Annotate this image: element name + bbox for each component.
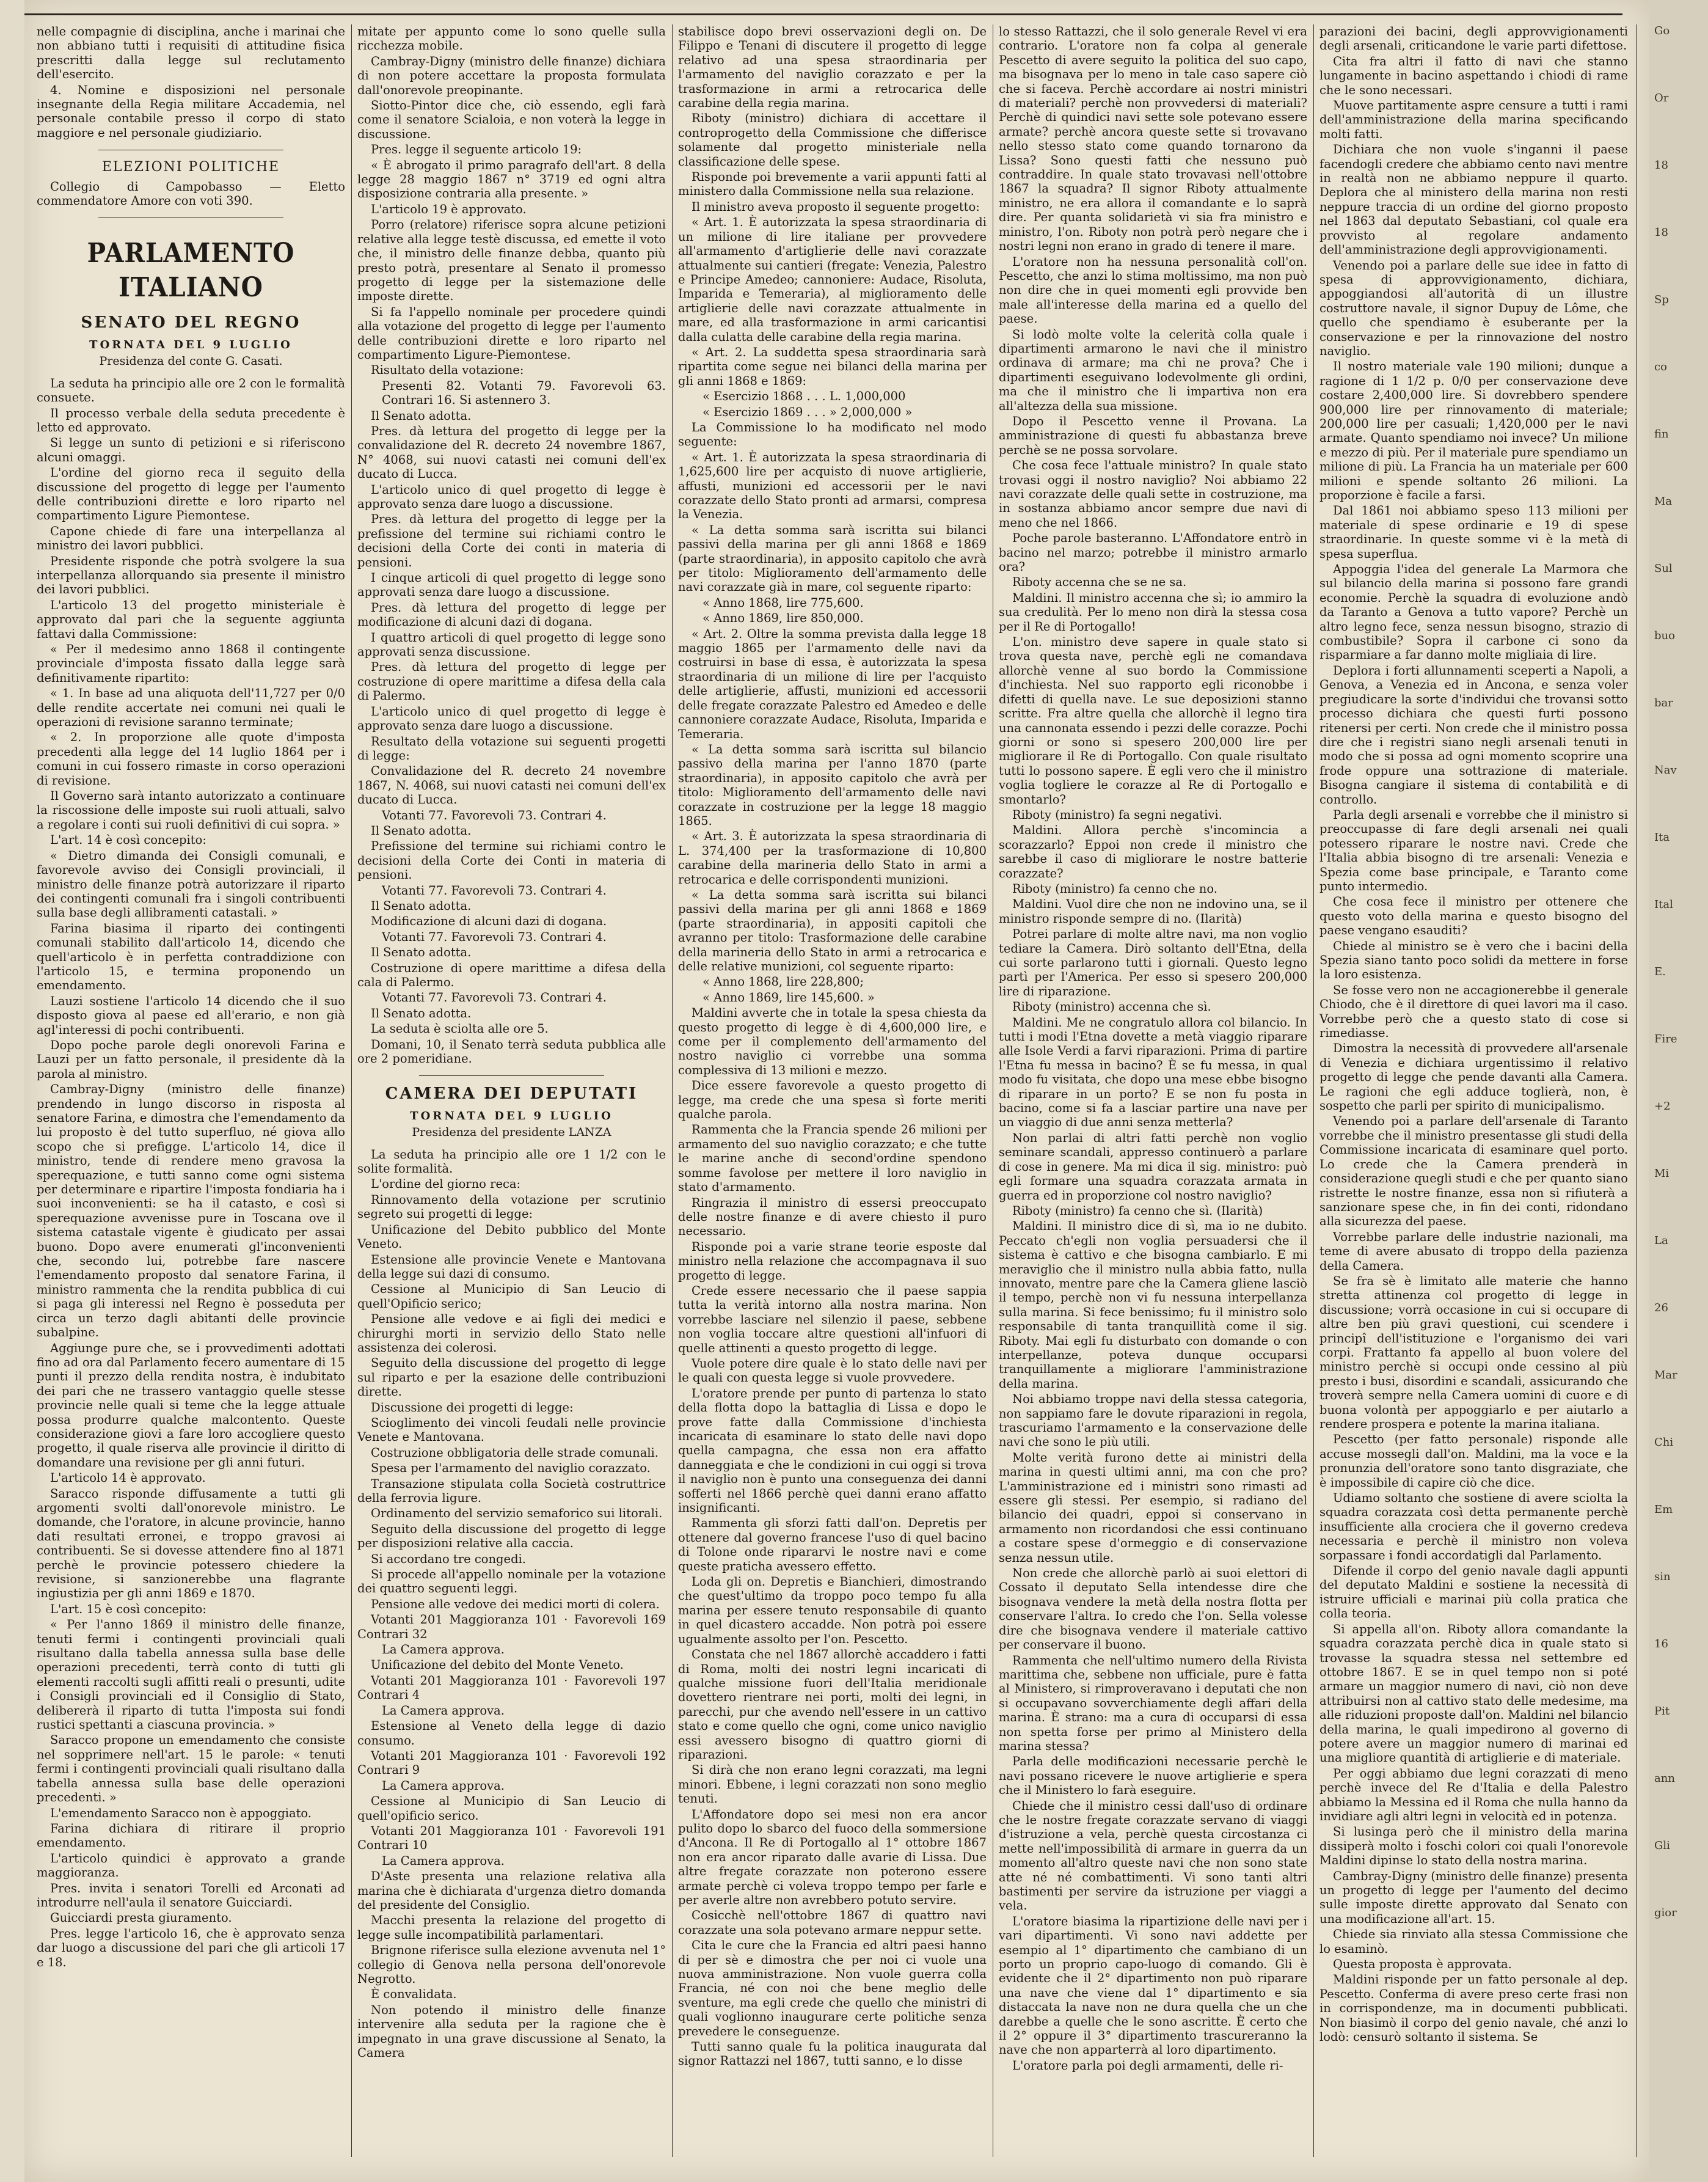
edge-fragment: Sul	[1654, 562, 1673, 575]
paragraph: Non parlai di altri fatti perchè non voglio seminare scandali, appresso continuerò a parlare di cose in genere. Ma mi dica il sig. ministro: può egli formare una squadra corazzata armata in guerra ed in proporzione col nostro naviglio?	[999, 1130, 1307, 1203]
paragraph: « La detta somma sarà iscritta sui bilanci passivi della marina per gli anni 1868 e 1869 (parte straordinaria), in appositi capitoli che avranno per titolo: Trasformazione delle carabine della marineria dello Stato in armi a retrocarica e delle relative munizioni, col seguente riparto:	[678, 887, 987, 973]
paragraph: Questa proposta è approvata.	[1333, 1957, 1512, 1972]
paragraph: Il Senato adotta.	[371, 1006, 472, 1020]
edge-fragment: Em	[1654, 1503, 1673, 1516]
paragraph: Che cosa fece l'attuale ministro? In quale stato trovasi oggi il nostro naviglio? Noi abbiamo 22 navi corazzate delle quali sette in costruzione, ma in sostanza abbiamo ancor sempre due navi di meno che nel 1866.	[999, 458, 1307, 530]
paragraph: « Art. 2. Oltre la somma prevista dalla legge 18 maggio 1865 per l'armamento delle navi da costruirsi in base di essa, è autorizzata la spesa straordinaria di un milione di lire per l'acquisto delle artiglierie, affusti, munizioni ed accessorii delle fregate corazzate Palestro ed Amedeo e delle cannoniere corazzate Audace, Risoluta, Imparida e Temeraria.	[678, 626, 987, 741]
paragraph: La seduta ha principio alle ore 2 con le formalità consuete.	[37, 376, 345, 405]
paragraph: Pres. invita i senatori Torelli ed Arconati ad introdurre nell'aula il senatore Guicciardi.	[37, 1881, 345, 1909]
edge-fragment: Ma	[1654, 495, 1673, 508]
paragraph: Pres. dà lettura del progetto di legge per costruzione di opere marittime a difesa della cala di Palermo.	[357, 660, 666, 703]
edge-fragment: fin	[1654, 428, 1669, 441]
paragraph: Resultato della votazione sui seguenti progetti di legge:	[357, 734, 666, 763]
paragraph: Il ministro aveva proposto il seguente progetto:	[692, 199, 980, 214]
paragraph: Parla degli arsenali e vorrebbe che il ministro si preoccupasse di fare degli arsenali nei quali potessero riparare le nostre navi. Crede che l'Italia abbia bisogno di tre arsenali: Venezia e Spezia come base principale, e Taranto come punto intermedio.	[1319, 807, 1628, 893]
paragraph: Si dirà che non erano legni corazzati, ma legni minori. Ebbene, i legni corazzati non sono meglio tenuti.	[678, 1763, 987, 1806]
paragraph: Udiamo soltanto che sostiene di avere sciolta la squadra corazzata così detta permanente perchè insufficiente alla crociera che il governo credeva necessaria e perchè il ministro non voleva sorpassare i fondi accordatigli dal Parlamento.	[1319, 1491, 1628, 1562]
paragraph: Discussione dei progetti di legge:	[371, 1400, 574, 1415]
paragraph: Cambray-Digny (ministro delle finanze) presenta un progetto di legge per l'aumento del decimo sulle imposte dirette approvato dal Senato con una modificazione all'art. 15.	[1319, 1869, 1628, 1926]
edge-fragment: 26	[1654, 1302, 1668, 1314]
paragraph: Estensione alle provincie Venete e Mantovana della legge sui dazi di consumo.	[357, 1252, 666, 1281]
paragraph: Che cosa fece il ministro per ottenere che questo voto della marina e questo bisogno del paese vengano esauditi?	[1319, 895, 1628, 938]
vote-line: La Camera approva.	[382, 1853, 505, 1868]
budget-line: « Anno 1868, lire 228,800;	[703, 975, 864, 989]
paragraph: Non potendo il ministro delle finanze intervenire alla seduta per la ragione che è impegnato in una grave discussione al Senato, la Camera	[357, 2002, 666, 2060]
vote-line: Presenti 82. Votanti 79. Favorevoli 63. Contrari 16. Si astennero 3.	[382, 378, 666, 408]
paragraph: Dice essere favorevole a questo progetto di legge, ma crede che una spesa sì forte meriti qualche parola.	[678, 1078, 987, 1122]
paragraph: La seduta ha principio alle ore 1 1/2 con le solite formalità.	[357, 1147, 666, 1176]
paragraph: Modificazione di alcuni dazi di dogana.	[371, 914, 607, 929]
paragraph: Maldini risponde per un fatto personale al dep. Pescetto. Conferma di avere preso certe frasi non in corrispondenze, ma in documenti pubblicati. Non biasimò il corpo del genio navale, ché anzi lo lodò: censurò soltanto il sistema. Se	[1319, 1972, 1628, 2045]
edge-fragment: buo	[1654, 629, 1675, 642]
separator	[419, 1075, 604, 1076]
paragraph: « Art. 1. È autorizzata la spesa straordinaria di un milione di lire italiane per provvedere all'armamento d'artiglierie delle navi corazzate attualmente sui cantieri (fregate: Venezia, Palestro e Principe Amedeo; cannoniere: Audace, Risoluta, Imparida e Temeraria), al miglioramento delle artiglierie delle navi corazzate attualmente in mare, ed alla trasformazione in armi caricantisi dalla culatta delle carabine della regia marina.	[678, 215, 987, 344]
paragraph: Saracco risponde diffusamente a tutti gli argomenti svolti dall'onorevole ministro. Le domande, che l'oratore, in alcune provincie, hanno dati resultati erronei, e troppo gravosi ai contribuenti. Se si dovesse attendere fino al 1871 perchè le provincie potessero chiedere la revisione, si sanzionerebbe una flagrante ingiustizia per gli anni 1869 e 1870.	[37, 1486, 345, 1601]
paragraph: Si lodò molte volte la celerità colla quale i dipartimenti armarono le navi che il ministro ordinava di armare; ma chi ne prova? Che i dipartimenti eseguivano lodevolmente gli ordini, ma che il ministro che li impartiva non era all'altezza della sua missione.	[999, 327, 1307, 413]
paragraph: L'articolo unico di quel progetto di legge è approvato senza dare luogo a discussione.	[357, 482, 666, 511]
edge-fragment: sin	[1654, 1570, 1671, 1583]
paragraph: Siotto-Pintor dice che, ciò essendo, egli farà come il senatore Scialoia, e non voterà la legge in discussione.	[357, 98, 666, 141]
paragraph: Maldini avverte che in totale la spesa chiesta da questo progetto di legge è di 4,600,000 lire, e come per il complemento dell'armamento del nostro naviglio ci vorrebbe una somma complessiva di 13 milioni e mezzo.	[678, 1006, 987, 1077]
paragraph: « È abrogato il primo paragrafo dell'art. 8 della legge 28 maggio 1867 n° 3719 ed ogni altra disposizione contraria alla presente. »	[357, 158, 666, 201]
paragraph: Maldini. Il ministro dice di sì, ma io ne dubito. Peccato ch'egli non voglia persuadersi che il sistema è cattivo e che bisogna cambiarlo. E mi meraviglio che il ministro nulla abbia fatto, nulla innovato, mentre pare che la Camera gliene lasciò il tempo, perchè non vi fu nessuna interpellanza sulla marina. Si fece benissimo; fu il ministro solo responsabile di tanta tranquillità come il sig. Riboty. Mai egli fu disturbato con domande o con interpellanze, poteva dunque occuparsi tranquillamente a migliorare l'amministrazione della marina.	[999, 1219, 1307, 1391]
edge-fragment: co	[1654, 361, 1667, 373]
paragraph: L'art. 14 è così concepito:	[50, 833, 206, 848]
paragraph: « Per l'anno 1869 il ministro delle finanze, tenuti fermi i contingenti provinciali quali risultano dalla tabella annessa sulla base delle operazioni precedenti, terrà conto di tutti gli elementi raccolti sugli affitti reali o presunti, udite i Consigli provinciali ed il Consiglio di Stato, delibererà il riparto di tutta l'imposta sui fondi rustici spettanti a ciascuna provincia. »	[37, 1617, 345, 1732]
paragraph: Macchi presenta la relazione del progetto di legge sulle incompatibilità parlamentari.	[357, 1913, 666, 1942]
paragraph: Se fra sè è limitato alle materie che hanno stretta attinenza col progetto di legge in discussione; vorrà occasione in cui si occupare di altre ben più gravi questioni, cui scendere i principî dell'istituzione e l'organismo dei vari corpi. Frattanto fa appello al buon volere del ministro perchè si occupi onde cessino al più presto i busi, disordini e scandali, assicurando che troverà sempre nella Camera uomini di cuore e di buona volontà per appoggiarlo e per aiutarlo a rendere prospera e potente la marina italiana.	[1319, 1273, 1628, 1431]
paragraph: Pres. legge l'articolo 16, che è approvato senza dar luogo a discussione del pari che gli articoli 17 e 18.	[37, 1926, 345, 1969]
paragraph: Capone chiede di fare una interpellanza al ministro dei lavori pubblici.	[37, 524, 345, 553]
paragraph: Maldini. Me ne congratulo allora col bilancio. In tutti i modi l'Etna dovette a metà viaggio riparare alle Isole Verdi a farvi riparazioni. Prima di partire l'Etna fu messa in bacino? È se fu messa, in qual modo fu visitata, che dopo una mese ebbe bisogno di riparare in un porto? E se non fu posta in bacino, come si fa a lasciar partire una nave per un viaggio di due anni senza metterla?	[999, 1015, 1307, 1130]
paragraph: Per oggi abbiamo due legni corazzati di meno perchè invece del Re d'Italia e della Palestro abbiamo la Messina ed il Roma che nulla hanno da invidiare agli altri legni in velocità ed in potenza.	[1319, 1766, 1628, 1823]
paragraph: Se fosse vero non ne accagionerebbe il generale Chiodo, che è il direttore di quei lavori ma il caso. Vorrebbe però che a questo stato di cose si rimediasse.	[1319, 983, 1628, 1041]
paragraph: Il Governo sarà intanto autorizzato a continuare la riscossione delle imposte sui ruoli attuali, salvo a regolare i conti sui ruoli definitivi di cui sopra. »	[37, 789, 345, 832]
edge-fragment: Gli	[1654, 1839, 1670, 1852]
presidenza-line: Presidenza del presidente LANZA	[412, 1126, 611, 1140]
paragraph: Il Senato adotta.	[371, 408, 472, 423]
paragraph: Chiede sia rinviato alla stessa Commissione che lo esaminò.	[1319, 1927, 1628, 1956]
edge-fragment: Fire	[1654, 1033, 1677, 1045]
paragraph: Risponde poi a varie strane teorie esposte dal ministro nella relazione che accompagnava il suo progetto di legge.	[678, 1239, 987, 1283]
paragraph: Venendo poi a parlare dell'arsenale di Taranto vorrebbe che il ministro presentasse gli studi della Commissione incaricata di esaminare quel porto. Lo crede che la Camera prenderà in considerazione quegli studi e che per quanto siano ristrette le nostre finanze, essa non si rifiuterà a sanzionare spese che, in fin dei conti, ridondano alla sicurezza del paese.	[1319, 1114, 1628, 1229]
paragraph: Tutti sanno quale fu la politica inaugurata dal signor Rattazzi nel 1867, tutti sanno, e lo disse	[678, 2040, 987, 2068]
paragraph: Risponde poi brevemente a varii appunti fatti al ministero dalla Commissione nella sua relazione.	[678, 170, 987, 199]
edge-fragment: Ital	[1654, 898, 1673, 911]
paragraph: Riboty (ministro) dichiara di accettare il controprogetto della Commissione che differisce solamente dal progetto ministeriale nella classificazione delle spese.	[678, 111, 987, 169]
paragraph: stabilisce dopo brevi osservazioni degli on. De Filippo e Tenani di discutere il progetto di legge relativo ad una spesa straordinaria per l'armamento del naviglio corazzato e per la trasformazione in armi a retrocarica delle carabine della regia marina.	[678, 24, 987, 111]
budget-line: « Anno 1869, lire 850,000.	[703, 611, 864, 626]
paragraph: Collegio di Campobasso — Eletto commendatore Amore con voti 390.	[37, 179, 345, 208]
edge-fragment: Go	[1654, 24, 1670, 37]
paragraph: Si legge un sunto di petizioni e si riferiscono alcuni omaggi.	[37, 436, 345, 464]
budget-line: « Anno 1869, lire 145,600. »	[703, 990, 875, 1005]
paragraph: « Art. 1. È autorizzata la spesa straordinaria di 1,625,600 lire per acquisto di nuove artiglierie, affusti, munizioni ed accessorii per le navi corazzate dello Stato pronti ad armarsi, compresa la Venezia.	[678, 450, 987, 522]
paragraph: Costruzione obbligatoria delle strade comunali.	[371, 1445, 659, 1460]
paragraph: Dimostra la necessità di provvedere all'arsenale di Venezia e dichiara urgentissimo il relativo progetto di legge che pende davanti alla Camera. Le ragioni che egli adduce toglierà, non, è sospetto che parli per spirito di municipalismo.	[1319, 1041, 1628, 1113]
paragraph: Lauzi sostiene l'articolo 14 dicendo che il suo disposto giova al paese ed all'erario, e non già agl'interessi di pochi contribuenti.	[37, 994, 345, 1037]
paragraph: L'articolo 13 del progetto ministeriale è approvato dal pari che la seguente aggiunta fattavi dalla Commissione:	[37, 598, 345, 641]
paragraph: Pres. dà lettura del progetto di legge per la prefissione del termine sui richiami contro le decisioni della Corte dei conti in materia di pensioni.	[357, 512, 666, 569]
paragraph: Si appella all'on. Riboty allora comandante la squadra corazzata perchè dica in quale stato si trovasse la squadra stessa nel settembre ed ottobre 1867. E se in quel tempo non si poté armare un maggior numero di navi, ciò non deve attribuirsi non al cattivo stato delle medesime, ma alle riduzioni proposte dall'on. Maldini nel bilancio della marina, le quali impedirono al governo di potere avere un maggior numero di marinai ed una migliore quantità di artiglierie e di materiale.	[1319, 1622, 1628, 1765]
paragraph: L'emendamento Saracco non è appoggiato.	[50, 1806, 312, 1820]
paragraph: Rinnovamento della votazione per scrutinio segreto sui progetti di legge:	[357, 1192, 666, 1221]
tornata-heading: TORNATA DEL 9 LUGLIO	[410, 1109, 613, 1122]
paragraph: Pensione alle vedove e ai figli dei medici e chirurghi morti in servizio dello Stato nelle assistenza dei colerosi.	[357, 1312, 666, 1355]
paragraph: Dopo il Pescetto venne il Provana. La amministrazione di questi fu abbastanza breve perchè se ne possa sorvolare.	[999, 414, 1307, 457]
paragraph: Crede essere necessario che il paese sappia tutta la verità intorno alla nostra marina. Non vorrebbe lasciare nel silenzio il paese, sebbene non voglia toccare altre questioni all'infuori di quelle attinenti a questo progetto di legge.	[678, 1283, 987, 1355]
paragraph: Estensione al Veneto della legge di dazio consumo.	[357, 1719, 666, 1748]
vote-line: Votanti 77. Favorevoli 73. Contrari 4.	[382, 808, 607, 822]
edge-fragment: E.	[1654, 965, 1666, 978]
paragraph: Potrei parlare di molte altre navi, ma non voglio tediare la Camera. Dirò soltanto dell'Etna, della cui sorte parlarono tutti i giornali. Questo legno partì per l'America. Per esso si spesero 200,000 lire di riparazione.	[999, 927, 1307, 998]
column-2	[357, 24, 666, 2163]
paragraph: La seduta è sciolta alle ore 5.	[371, 1022, 549, 1036]
column-5	[1319, 24, 1628, 2163]
paragraph: « Art. 2. La suddetta spesa straordinaria sarà ripartita come segue nei bilanci della marina per gli anni 1868 e 1869:	[678, 345, 987, 388]
edge-fragment: +2	[1654, 1100, 1671, 1113]
paragraph: Appoggia l'idea del generale La Marmora che sul bilancio della marina si possono fare grandi economie. Perchè la squadra di evoluzione andò da Taranto a Genova a tutto vapore? Perchè un altro legno fece, senza nessun bisogno, strazio di combustibile? Sopra il carbone ci sono da risparmiare a far danno molte migliaia di lire.	[1319, 562, 1628, 662]
paragraph: Il nostro materiale vale 190 milioni; dunque a ragione di 1 1/2 p. 0/0 per conservazione deve costare 2,400,000 lire. Si dovrebbero spendere 900,000 lire per rinnovamento di materiale; 200,000 lire per casuali; 1,420,000 per le navi armate. Quanto spendiamo noi invece? Un milione e mezzo di più. Per il materiale pure spendiamo un milione di più. La Francia ha un materiale per 600 milioni e spende soltanto 26 milioni. La proporzione è facile a farsi.	[1319, 359, 1628, 502]
budget-line: « Esercizio 1869 . . . » 2,000,000 »	[703, 405, 913, 419]
paragraph: Maldini. Il ministro accenna che sì; io ammiro la sua credulità. Per lo meno non dirà la stessa cosa per il Re di Portogallo!	[999, 590, 1307, 634]
paragraph: Dopo poche parole degli onorevoli Farina e Lauzi per un fatto personale, il presidente dà la parola al ministro.	[37, 1038, 345, 1081]
edge-fragment: Nav	[1654, 764, 1677, 777]
paragraph: Spesa per l'armamento del naviglio corazzato.	[371, 1461, 651, 1476]
paragraph: L'oratore parla poi degli armamenti, delle ri-	[1012, 2058, 1283, 2073]
paragraph: « 1. In base ad una aliquota dell'11,727 per 0/0 delle rendite accertate nei comuni nei quali le operazioni di revisione saranno terminate;	[37, 686, 345, 730]
vote-line: Votanti 77. Favorevoli 73. Contrari 4.	[382, 990, 607, 1005]
paragraph: Non crede che allorchè parlò ai suoi elettori di Cossato il deputato Sella intendesse dire che bisognava vendere la metà della nostra flotta per conservare l'altra. Io credo che l'on. Sella volesse dire che bisognava vendere il materiale cattivo per conservare il buono.	[999, 1566, 1307, 1652]
paragraph: Votanti 201 Maggioranza 101 · Favorevoli 192 Contrari 9	[357, 1748, 666, 1777]
column-divider	[1313, 24, 1314, 2157]
paragraph: Riboty (ministro) fa segni negativi.	[1012, 807, 1222, 822]
paragraph: « Dietro dimanda dei Consigli comunali, e favorevole avviso dei Consigli provinciali, il ministro delle finanze potrà autorizzare il riparto dei contingenti comunali fra i singoli contribuenti sulla base degli allibramenti catastali. »	[37, 848, 345, 920]
paragraph: Seguito della discussione del progetto di legge sul riparto e per la esazione delle contribuzioni dirette.	[357, 1356, 666, 1399]
paragraph: Pres. dà lettura del progetto di legge per la convalidazione del R. decreto 24 novembre 1867, N° 4068, sui nuovi catasti nei comuni dell'ex ducato di Lucca.	[357, 423, 666, 481]
paragraph: Transazione stipulata colla Società costruttrice della ferrovia ligure.	[357, 1476, 666, 1505]
paragraph: Domani, 10, il Senato terrà seduta pubblica alle ore 2 pomeridiane.	[357, 1037, 666, 1066]
camera-heading: CAMERA DEI DEPUTATI	[385, 1085, 638, 1104]
paragraph: Il Senato adotta.	[371, 898, 472, 913]
paragraph: Chiede che il ministro cessi dall'uso di ordinare che le nostre fregate corazzate servano di viaggi d'istruzione a vela, perchè questa circostanza ci mette nell'impossibilità di armare in guerra da un momento all'altro queste navi che non sono state atte né né combattimenti. Vi sono tanti altri bastimenti per servire da istruzione per viaggi a vela.	[999, 1798, 1307, 1913]
paragraph: Il processo verbale della seduta precedente è letto ed approvato.	[37, 406, 345, 434]
paragraph: D'Aste presenta una relazione relativa alla marina che è dichiarata d'urgenza dietro domanda del presidente del Consiglio.	[357, 1869, 666, 1912]
paragraph: Si accordano tre congedi.	[371, 1551, 526, 1566]
paragraph: L'oratore non ha nessuna personalità coll'on. Pescetto, che anzi lo stima moltissimo, ma non può non dire che in quei momenti egli provvide ben male all'interesse della marina ed a quello del paese.	[999, 254, 1307, 326]
paragraph: Cessione al Municipio di San Leucio di quell'Opificio serico;	[357, 1282, 666, 1311]
vote-line: La Camera approva.	[382, 1778, 505, 1793]
paragraph: Muove partitamente aspre censure a tutti i rami dell'amministrazione della marina specificando molti fatti.	[1319, 98, 1628, 141]
column-divider	[351, 24, 352, 2157]
paragraph: Difende il corpo del genio navale dagli appunti del deputato Maldini e sostiene la necessità di istruire ufficiali e marinai più colla pratica che colla teoria.	[1319, 1564, 1628, 1621]
edge-fragment: Sp	[1654, 293, 1669, 306]
column-1	[37, 24, 345, 2163]
paragraph: I quattro articoli di quel progetto di legge sono approvati senza discussione.	[357, 630, 666, 659]
paragraph: Farina biasima il riparto dei contingenti comunali stabilito dall'articolo 14, dicendo che quell'articolo è in perfetta contraddizione con l'articolo 15, e termina proponendo un emendamento.	[37, 921, 345, 993]
edge-fragment: 16	[1654, 1638, 1668, 1650]
paragraph: Il Senato adotta.	[371, 823, 472, 838]
paragraph: Guicciardi presta giuramento.	[50, 1911, 232, 1925]
paragraph: Rammenta che nell'ultimo numero della Rivista marittima che, sebbene non ufficiale, pure è fatta al Ministero, si rimproveravano i deputati che non si occupavano sovverchiamente degli affari della marina. È strano: ma a cura di occuparsi di essa non spetta forse per primo al Ministero della marina stessa?	[999, 1653, 1307, 1753]
paragraph: Si lusinga però che il ministro della marina dissiperà molto i foschi colori coi quali l'onorevole Maldini dipinse lo stato della nostra marina.	[1319, 1825, 1628, 1868]
column-divider	[1636, 24, 1637, 2157]
paragraph: Deplora i forti allunnamenti sceperti a Napoli, a Genova, a Venezia ed in Ancona, e senza voler pregiudicare la sorte d'individui che trovansi sotto processo dichiara che questi furti possono ritenersi per certi. Non crede che il ministro possa dire che i registri siano negli arsenali tenuti in modo che si possa ad ogni momento scoprire una frode oppure una sottrazione di materiale. Bisogna cangiare il sistema di contabilità e di controllo.	[1319, 663, 1628, 807]
paragraph: Molte verità furono dette ai ministri della marina in questi ultimi anni, ma con che pro? L'amministrazione ed i ministri sono rimasti ad essere gli stessi. Per esempio, si radiano del bilancio dei quadri, eppoi si conservano in armamento non ricordandosi che essi continuano a costare spese d'ormeggio e di conservazione senza nessun utile.	[999, 1450, 1307, 1565]
paragraph: « La detta somma sarà iscritta sui bilanci passivi della marina per gli anni 1868 e 1869 (parte straordinaria), in apposito capitolo che avrà per titolo: Miglioramento dell'armamento delle navi corazzate già in mare, col seguente riparto:	[678, 522, 987, 595]
paragraph: Convalidazione del R. decreto 24 novembre 1867, N. 4068, sui nuovi catasti nei comuni dell'ex ducato di Lucca.	[357, 764, 666, 807]
paragraph: Presidente risponde che potrà svolgere la sua interpellanza allorquando sia presente il ministro dei lavori pubblici.	[37, 554, 345, 597]
paragraph: Si procede all'appello nominale per la votazione dei quattro seguenti leggi.	[357, 1567, 666, 1596]
vote-line: Votanti 77. Favorevoli 73. Contrari 4.	[382, 883, 607, 898]
tornata-heading: TORNATA DEL 9 LUGLIO	[89, 338, 293, 351]
paragraph: L'Affondatore dopo sei mesi non era ancor pulito dopo lo sbarco del fuoco della sommersione d'Ancona. Il Re di Portogallo al 1° ottobre 1867 non era ancor riparato dalle avarie di Lissa. Due altre fregate corazzate non poterono essere armate perchè ci voleva troppo tempo per farle e per averle altre non avrebbero potuto servire.	[678, 1807, 987, 1907]
paragraph: Cambray-Digny (ministro delle finanze) dichiara di non potere accettare la proposta formulata dall'onorevole preopinante.	[357, 54, 666, 97]
paragraph: Cosicchè nell'ottobre 1867 di quattro navi corazzate una sola potevano armare neppur sette.	[678, 1908, 987, 1937]
paragraph: Cita fra altri il fatto di navi che stanno lungamente in bacino aspettando i chiodi di rame che le sono necessari.	[1319, 54, 1628, 97]
paragraph: Aggiunge pure che, se i provvedimenti adottati fino ad ora dal Parlamento fecero aumentare di 15 punti il prezzo della rendita nostra, è indubitato dei pari che ne trassero vantaggio quelle stesse provincie nelle quali si teme che la legge attuale possa produrre qualche malcontento. Queste considerazione giovi a fare loro accogliere questo progetto, il quale riserva alle provincie il diritto di domandare una revisione per gli anni futuri.	[37, 1341, 345, 1470]
paragraph: Il Senato adotta.	[371, 945, 472, 960]
paragraph: L'articolo 14 è approvato.	[50, 1471, 206, 1485]
paragraph: Maldini. Allora perchè s'incomincia a scorazzarlo? Eppoi non crede il ministro che sarebbe il caso di migliorare le nostre batterie corazzate?	[999, 823, 1307, 880]
paragraph: Riboty (ministro) fa cenno che sì. (Ilarità)	[1012, 1203, 1263, 1218]
paragraph: L'articolo unico di quel progetto di legge è approvato senza dare luogo a discussione.	[357, 704, 666, 733]
paragraph: Unificazione del debito del Monte Veneto.	[371, 1658, 624, 1672]
edge-fragment: Ita	[1654, 831, 1670, 844]
paragraph: L'oratore prende per punto di partenza lo stato della flotta dopo la battaglia di Lissa e dopo le prove fatte dalla Commissione d'inchiesta incaricata di esaminare lo stato delle navi dopo quella campagna, che essa non era affatto danneggiata e che le condizioni in cui oggi si trova il naviglio non è punto una conseguenza dei danni sofferti nel 1866 perchè quei danni erano affatto insignificanti.	[678, 1386, 987, 1515]
paragraph: Venendo poi a parlare delle sue idee in fatto di spesa di approvvigionamento, dichiara, appoggiandosi all'autorità di un illustre costruttore navale, il signor Dupuy de Lôme, che quello che spendiamo è esuberante per la conservazione e per la rinnovazione del nostro naviglio.	[1319, 258, 1628, 358]
top-rule	[24, 13, 1622, 15]
paragraph: Seguito della discussione del progetto di legge per disposizioni relative alla caccia.	[357, 1521, 666, 1551]
paragraph: Poche parole basteranno. L'Affondatore entrò in bacino nel marzo; potrebbe il ministro armarlo ora?	[999, 531, 1307, 574]
paragraph: Votanti 201 Maggioranza 101 · Favorevoli 169 Contrari 32	[357, 1613, 666, 1641]
paragraph: Si fa l'appello nominale per procedere quindi alla votazione del progetto di legge per l'aumento delle contribuzioni dirette e loro riparto nel compartimento Ligure-Piemontese.	[357, 304, 666, 362]
paragraph: Porro (relatore) riferisce sopra alcune petizioni relative alla legge testè discussa, ed emette il voto che, il ministro delle finanze debba, quanto più presto potrà, presentare al Senato il promesso progetto di legge per la sistemazione delle imposte dirette.	[357, 218, 666, 304]
adjacent-page-fragments	[1654, 24, 1703, 1974]
paragraph: Rammenta che la Francia spende 26 milioni per armamento del suo naviglio corazzato; e che tutte le marine anche di second'ordine spendono somme favolose per mettere il loro naviglio in stato d'armamento.	[678, 1122, 987, 1195]
paragraph: Maldini. Vuol dire che non ne indovino una, se il ministro risponde sempre di no. (Ilarità)	[999, 897, 1307, 926]
presidenza-line: Presidenza del conte G. Casati.	[99, 354, 283, 368]
vote-line: La Camera approva.	[382, 1703, 505, 1718]
edge-fragment: 18	[1654, 159, 1668, 172]
paragraph: Constata che nel 1867 allorchè accaddero i fatti di Roma, molti dei nostri legni incaricati di qualche missione fuori dell'Italia meridionale dovettero rientrare nei porti, molti dei legni, in parecchi, pur che avendo nell'essere in un cattivo stato e come quello che ogni, come unico naviglio essi avessero bisogno di quattro giorni di riparazioni.	[678, 1647, 987, 1762]
edge-fragment: gior	[1654, 1906, 1677, 1919]
paragraph: Cita le cure che la Francia ed altri paesi hanno di per sè e dimostra che per noi ci vuole una nuova amministrazione. Non vuole guerra colla Francia, né con noi che bene meglio delle sventure, ma egli crede che quello che ministri di quali voglionno inaugurare certe politiche senza prevedere le conseguenze.	[678, 1938, 987, 2038]
paragraph: Ringrazia il ministro di essersi preoccupato delle nostre finanze e di avere chiesto il puro necessario.	[678, 1195, 987, 1239]
paragraph: Vuole potere dire quale è lo stato delle navi per le quali con questa legge si vuole provvedere.	[678, 1356, 987, 1385]
paragraph: Dal 1861 noi abbiamo speso 113 milioni per materiale di spese ordinarie e 19 di spese straordinarie. In queste somme vi è la metà di spesa superflua.	[1319, 503, 1628, 561]
vote-line: La Camera approva.	[382, 1642, 505, 1657]
paragraph: « Per il medesimo anno 1868 il contingente provinciale d'imposta fissato dalla legge sarà definitivamente ripartito:	[37, 642, 345, 685]
paragraph: Unificazione del Debito pubblico del Monte Veneto.	[357, 1222, 666, 1251]
paragraph: « 2. In proporzione alle quote d'imposta precedenti alla legge del 14 luglio 1864 per i comuni in cui fossero rimaste in corso operazioni di revisione.	[37, 730, 345, 788]
paragraph: Risultato della votazione:	[371, 363, 524, 378]
paragraph: Pescetto (per fatto personale) risponde alle accuse mossegli dall'on. Maldini, ma la voce e la pronunzia dell'oratore sono tanto disgraziate, che è impossibile di capire ciò che dice.	[1319, 1432, 1628, 1490]
paragraph: Costruzione di opere marittime a difesa della cala di Palermo.	[357, 961, 666, 989]
column-divider	[672, 24, 673, 2157]
edge-fragment: ann	[1654, 1772, 1675, 1785]
paragraph: L'ordine del giorno reca il seguito della discussione del progetto di legge per l'aumento delle contribuzioni dirette e loro riparto nel compartimento Ligure Piemontese.	[37, 466, 345, 523]
paragraph: Pres. legge il seguente articolo 19:	[371, 142, 582, 157]
paragraph: parazioni dei bacini, degli approvvigionamenti degli arsenali, criticandone le varie parti difettose.	[1319, 24, 1628, 53]
paragraph: L'articolo quindici è approvato a grande maggioranza.	[37, 1851, 345, 1880]
paragraph: nelle compagnie di disciplina, anche i marinai che non abbiano tutti i requisiti di attitudine fisica prescritti dalla legge sul reclutamento dell'esercito.	[37, 24, 345, 82]
paragraph: « Art. 3. È autorizzata la spesa straordinaria di L. 374,400 per la trasformazione di 10,800 carabine della marineria dello Stato in armi a retrocarica e delle corrispondenti munizioni.	[678, 829, 987, 887]
paragraph: Saracco propone un emendamento che consiste nel sopprimere nell'art. 15 le parole: « tenuti fermi i contingenti provinciali quali risultano dalla tabella annessa sulla base delle operazioni precedenti. »	[37, 1733, 345, 1805]
paragraph: L'oratore biasima la ripartizione delle navi per i vari dipartimenti. Vi sono navi addette per esempio al 1° dipartimento che cambiano di un porto un proprio capo-luogo di comando. Gli è evidente che il 2° dipartimento non può riparare una nave che viene dal 1° dipartimento e sia distaccata la nave non ne dura quella che un che darebbe a quelle che le sono ascritte. È certo che il 2° oppure il 3° dipartimento trascureranno la nave che non apparterrà al loro dipartimento.	[999, 1914, 1307, 2057]
paragraph: Ordinamento del servizio semaforico sui litorali.	[371, 1506, 663, 1521]
paragraph: La Commissione lo ha modificato nel modo seguente:	[678, 420, 987, 449]
edge-fragment: Mar	[1654, 1369, 1677, 1382]
paragraph: Noi abbiamo troppe navi della stessa categoria, non sappiamo fare le dovute riparazioni in regola, trascuriamo l'armamento e la conservazione delle navi che sono le più utili.	[999, 1392, 1307, 1449]
senato-heading: SENATO DEL REGNO	[81, 313, 301, 332]
paragraph: Rammenta gli sforzi fatti dall'on. Depretis per ottenere dal governo francese l'uso di quel bacino di Tolone onde ripararvi le nostre navi e come queste praticha avessero effetto.	[678, 1516, 987, 1573]
adjacent-page-edge	[1649, 0, 1708, 2182]
paragraph: « La detta somma sarà iscritta sul bilancio passivo della marina per l'anno 1870 (parte straordinaria), in apposito capitolo che avrà per titolo: Miglioramento dell'armamento delle navi corazzate in costruzione per la legge 18 maggio 1865.	[678, 742, 987, 828]
edge-fragment: La	[1654, 1234, 1668, 1247]
paragraph: È convalidata.	[371, 1987, 457, 2002]
edge-fragment: Mi	[1654, 1167, 1670, 1180]
edge-fragment: bar	[1654, 697, 1673, 709]
paragraph: Farina dichiara di ritirare il proprio emendamento.	[37, 1821, 345, 1850]
parlamento-title: PARLAMENTO ITALIANO	[87, 238, 295, 304]
paragraph: Votanti 201 Maggioranza 101 · Favorevoli 191 Contrari 10	[357, 1823, 666, 1853]
paragraph: Riboty (ministro) fa cenno che no.	[1012, 881, 1217, 896]
paragraph: lo stesso Rattazzi, che il solo generale Revel vi era contrario. L'oratore non fa colpa al generale Pescetto di avere seguito la politica del suo capo, ma bisognava per lo meno in tale caso sapere ciò che si faceva. Perchè accordare ai nostri ministri di materiali? perchè non provvedersi di materiali? Perchè di quindici navi sette sole potevano essere armate? perchè ancora queste sette si trovavano nello stesso stato come quando tornarono da Lissa? Sono questi fatti che nessuno può contraddire. In quale stato trovavasi nell'ottobre 1867 la squadra? Il signor Riboty attualmente ministro, ne era allora il comandante e lo saprà dire. Per quanta solidarietà vi sia fra ministro e ministro, l'on. Riboty non potrà però negare che i nostri legni non erano in grado di tenere il mare.	[999, 24, 1307, 254]
budget-line: « Anno 1868, lire 775,600.	[703, 595, 864, 610]
paragraph: Scioglimento dei vincoli feudali nelle provincie Venete e Mantovana.	[357, 1415, 666, 1444]
paragraph: Dichiara che non vuole s'inganni il paese facendogli credere che abbiamo cento navi mentre in realtà non ne abbiamo neppure il quarto. Deplora che al ministero della marina non resti neppure traccia di un ordine del giorno proposto nel 1863 dal deputato Sebastiani, col quale era provvisto al regolare andamento dell'amministrazione degli approvvigionamenti.	[1319, 142, 1628, 257]
paragraph: Chiede al ministro se è vero che i bacini della Spezia siano tanto poco solidi da mettere in forse la loro esistenza.	[1319, 939, 1628, 982]
column-3	[678, 24, 987, 2163]
edge-fragment: Chi	[1654, 1436, 1674, 1449]
edge-fragment: Pit	[1654, 1705, 1670, 1718]
paragraph: Pres. dà lettura del progetto di legge per modificazione di alcuni dazi di dogana.	[357, 600, 666, 629]
paragraph: Vorrebbe parlare delle industrie nazionali, ma teme di avere abusato di troppo della pazienza della Camera.	[1319, 1229, 1628, 1273]
vote-line: Votanti 77. Favorevoli 73. Contrari 4.	[382, 929, 607, 944]
paragraph: Cessione al Municipio di San Leucio di quell'opificio serico.	[357, 1794, 666, 1823]
paragraph: Parla delle modificazioni necessarie perchè le navi possano ricevere le nuove artiglierie e spera che il Ministero lo farà eseguire.	[999, 1754, 1307, 1798]
paragraph: L'on. ministro deve sapere in quale stato si trova questa nave, perchè egli ne comandava allorchè venne al suo bordo la Commissione d'inchiesta. Nel suo rapporto egli riconobbe i difetti di quella nave. Le sue deposizioni stanno scritte. Fra altre quella che allorchè il legno tira una cannonata essendo i pezzi delle corazze. Pochi giorni or sono si spesero 200,000 lire per migliorare il Re di Portogallo. Con quale risultato tutti lo possono sapere. È egli vero che il ministro voglia togliere le corazze al Re di Portogallo e smontarlo?	[999, 635, 1307, 807]
paragraph: L'ordine del giorno reca:	[371, 1177, 521, 1192]
paragraph: I cinque articoli di quel progetto di legge sono approvati senza dare luogo a discussione.	[357, 571, 666, 599]
paragraph: Prefissione del termine sui richiami contro le decisioni della Corte dei Conti in materia di pensioni.	[357, 839, 666, 882]
edge-fragment: 18	[1654, 226, 1668, 239]
column-4	[999, 24, 1307, 2163]
paragraph: L'articolo 19 è approvato.	[371, 202, 527, 216]
paragraph: Votanti 201 Maggioranza 101 · Favorevoli 197 Contrari 4	[357, 1673, 666, 1702]
paragraph: Riboty (ministro) accenna che sì.	[1012, 1000, 1211, 1014]
paragraph: Loda gli on. Depretis e Bianchieri, dimostrando che quest'ultimo da troppo poco tempo fu alla marina per essere tenuto responsabile di quanto in quel dicastero accadde. Non potrà poi essere ugualmente assolto per l'on. Pescetto.	[678, 1575, 987, 1646]
paragraph: Pensione alle vedove dei medici morti di colera.	[371, 1597, 660, 1611]
elezioni-heading: ELEZIONI POLITICHE	[101, 159, 280, 175]
edge-fragment: Or	[1654, 92, 1669, 104]
budget-line: « Esercizio 1868 . . . L. 1,000,000	[703, 389, 906, 404]
paragraph: Cambray-Digny (ministro delle finanze) prendendo in lungo discorso in risposta al senatore Farina, e dimostra che l'emendamento da lui proposto è del tutto superfluo, né giova allo scopo che si prefigge. L'articolo 14, dice il ministro, tende di rendere meno gravosa la sperequazione, e tutti sanno come ogni sistema per determinare e ripartire l'imposta fondiaria ha i suoi inconvenienti: se ha il catasto, e così si sperequazione avvenisse pure in Toscana ove il sistema catastale vigente è giudicato per assai buono. Dopo avere enumerati gl'inconvenienti che, secondo lui, potrebbe fare nascere l'emendamento proposto dal senatore Farina, il ministro rammenta che la rendita pubblica di cui si paga gli interessi nel Regno è posseduta per circa un terzo dagli abitanti delle provincie subalpine.	[37, 1082, 345, 1340]
paragraph: mitate per appunto come lo sono quelle sulla ricchezza mobile.	[357, 24, 666, 53]
paragraph: L'art. 15 è così concepito:	[50, 1602, 206, 1616]
paragraph: Riboty accenna che se ne sa.	[1012, 575, 1187, 590]
paragraph: Brignone riferisce sulla elezione avvenuta nel 1° collegio di Genova nella persona dell'onorevole Negrotto.	[357, 1943, 666, 1986]
paragraph: 4. Nomine e disposizioni nel personale insegnante della Regia militare Accademia, nel personale contabile presso il corpo di stato maggiore e nel personale giudiziario.	[37, 82, 345, 140]
